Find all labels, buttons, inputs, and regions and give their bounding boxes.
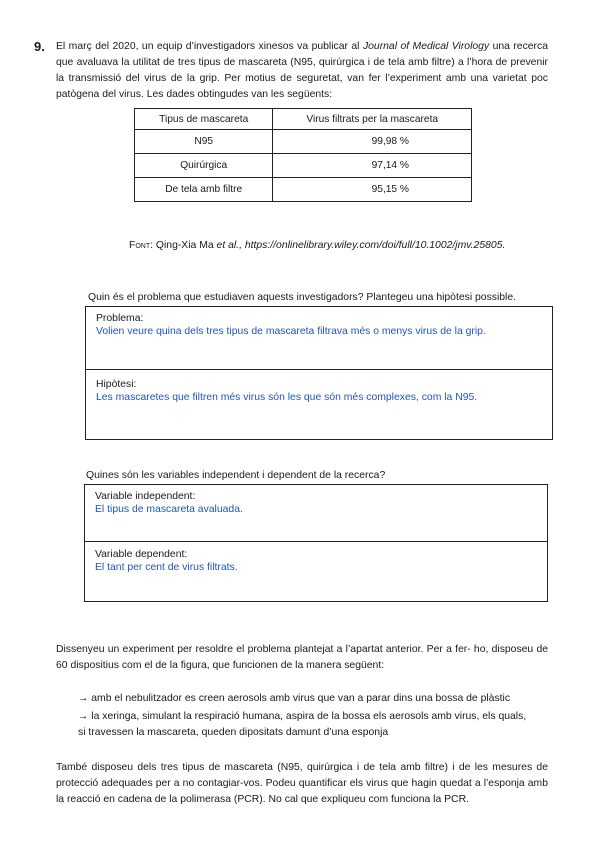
journal-name: Journal of Medical Virology: [362, 41, 490, 52]
problem-answer[interactable]: Volien veure quina dels tres tipus de mascareta filtrava més o menys virus de la grip.: [96, 326, 486, 337]
variables-box: [84, 484, 548, 602]
filter-value-cell: 97,14 %: [273, 154, 472, 178]
hypothesis-answer[interactable]: Les mascaretes que filtren més virus són les que són més complexes, com la N95.: [96, 392, 478, 403]
problem-label: Problema:: [96, 313, 144, 324]
mask-type-cell: De tela amb filtre: [135, 178, 273, 202]
dependent-variable-cell: [85, 543, 547, 601]
table-row: [135, 154, 472, 178]
problem-hypothesis-box: [85, 306, 553, 440]
source-author: Qing-Xia Ma: [153, 240, 214, 251]
filter-value-cell: 95,15 %: [273, 178, 472, 202]
dependent-answer[interactable]: El tant per cent de virus filtrats.: [95, 562, 238, 573]
source-etal: et al.: [213, 240, 240, 251]
bullet-nebulizer: → amb el nebulitzador es creen aerosols amb virus que van a parar dins una bossa de plàstic: [78, 693, 511, 704]
source-label: Font:: [129, 240, 154, 251]
part-a-question: Quin és el problema que estudiaven aquests investigadors? Plantegeu una hipòtesi possible.: [88, 292, 517, 303]
header-virus-filtered: Virus filtrats per la mascareta: [273, 109, 472, 130]
filter-value-cell: 99,98 %: [273, 130, 472, 154]
question-intro: [56, 39, 548, 103]
hypothesis-cell: [86, 371, 552, 439]
part-c-closing: També disposeu dels tres tipus de mascareta (N95, quirúrgica i de tela amb filtre) i de les mesures de protecció adequades per a no contagiar-vos. Podeu quantificar els virus que hagin quedat a l’esponja amb la reacció en cadena de la polimerasa (PCR). No cal que expliqueu com funciona la PCR.: [56, 762, 548, 805]
bullet-syringe: → la xeringa, simulant la respiració humana, aspira de la bossa els aerosols amb virus, els quals, si travessen la mascareta, queden dipositats damunt d’una esponja: [78, 711, 527, 738]
hypothesis-label: Hipòtesi:: [96, 379, 137, 390]
intro-text-start: El març del 2020, un equip d’investigadors xinesos va publicar al: [56, 41, 363, 52]
part-b-question: Quines són les variables independent i dependent de la recerca?: [86, 470, 386, 481]
independent-answer[interactable]: El tipus de mascareta avaluada.: [95, 504, 243, 515]
header-mask-type: Tipus de mascareta: [135, 109, 273, 130]
independent-label: Variable independent:: [95, 491, 196, 502]
intro-text-end: una recerca que avaluava la utilitat de tres tipus de mascareta (N95, quirúrgica i de tela amb filtre) a l’hora de prevenir la transmissió del virus de la grip. Per motius de seguretat, van fer l’experiment amb una varietat poc patògena del virus. Les dades obtingudes van les següents:: [56, 41, 548, 100]
source-citation: [129, 238, 509, 254]
dependent-label: Variable dependent:: [95, 549, 188, 560]
independent-variable-cell: [85, 485, 547, 542]
table-row: [135, 178, 472, 202]
table-row: [135, 130, 472, 154]
part-c-intro: Dissenyeu un experiment per resoldre el problema plantejat a l’apartat anterior. Per a fer- ho, disposeu de 60 dispositius com el de la figura, que funcionen de la manera següent:: [56, 644, 548, 671]
mask-type-cell: Quirúrgica: [135, 154, 273, 178]
problem-cell: [86, 307, 552, 370]
mask-data-table: [134, 108, 472, 202]
mask-type-cell: N95: [135, 130, 273, 154]
table-header-row: [135, 109, 472, 130]
question-number: 9.: [34, 39, 45, 54]
source-url: , https://onlinelibrary.wiley.com/doi/full/10.1002/jmv.25805.: [239, 240, 506, 251]
